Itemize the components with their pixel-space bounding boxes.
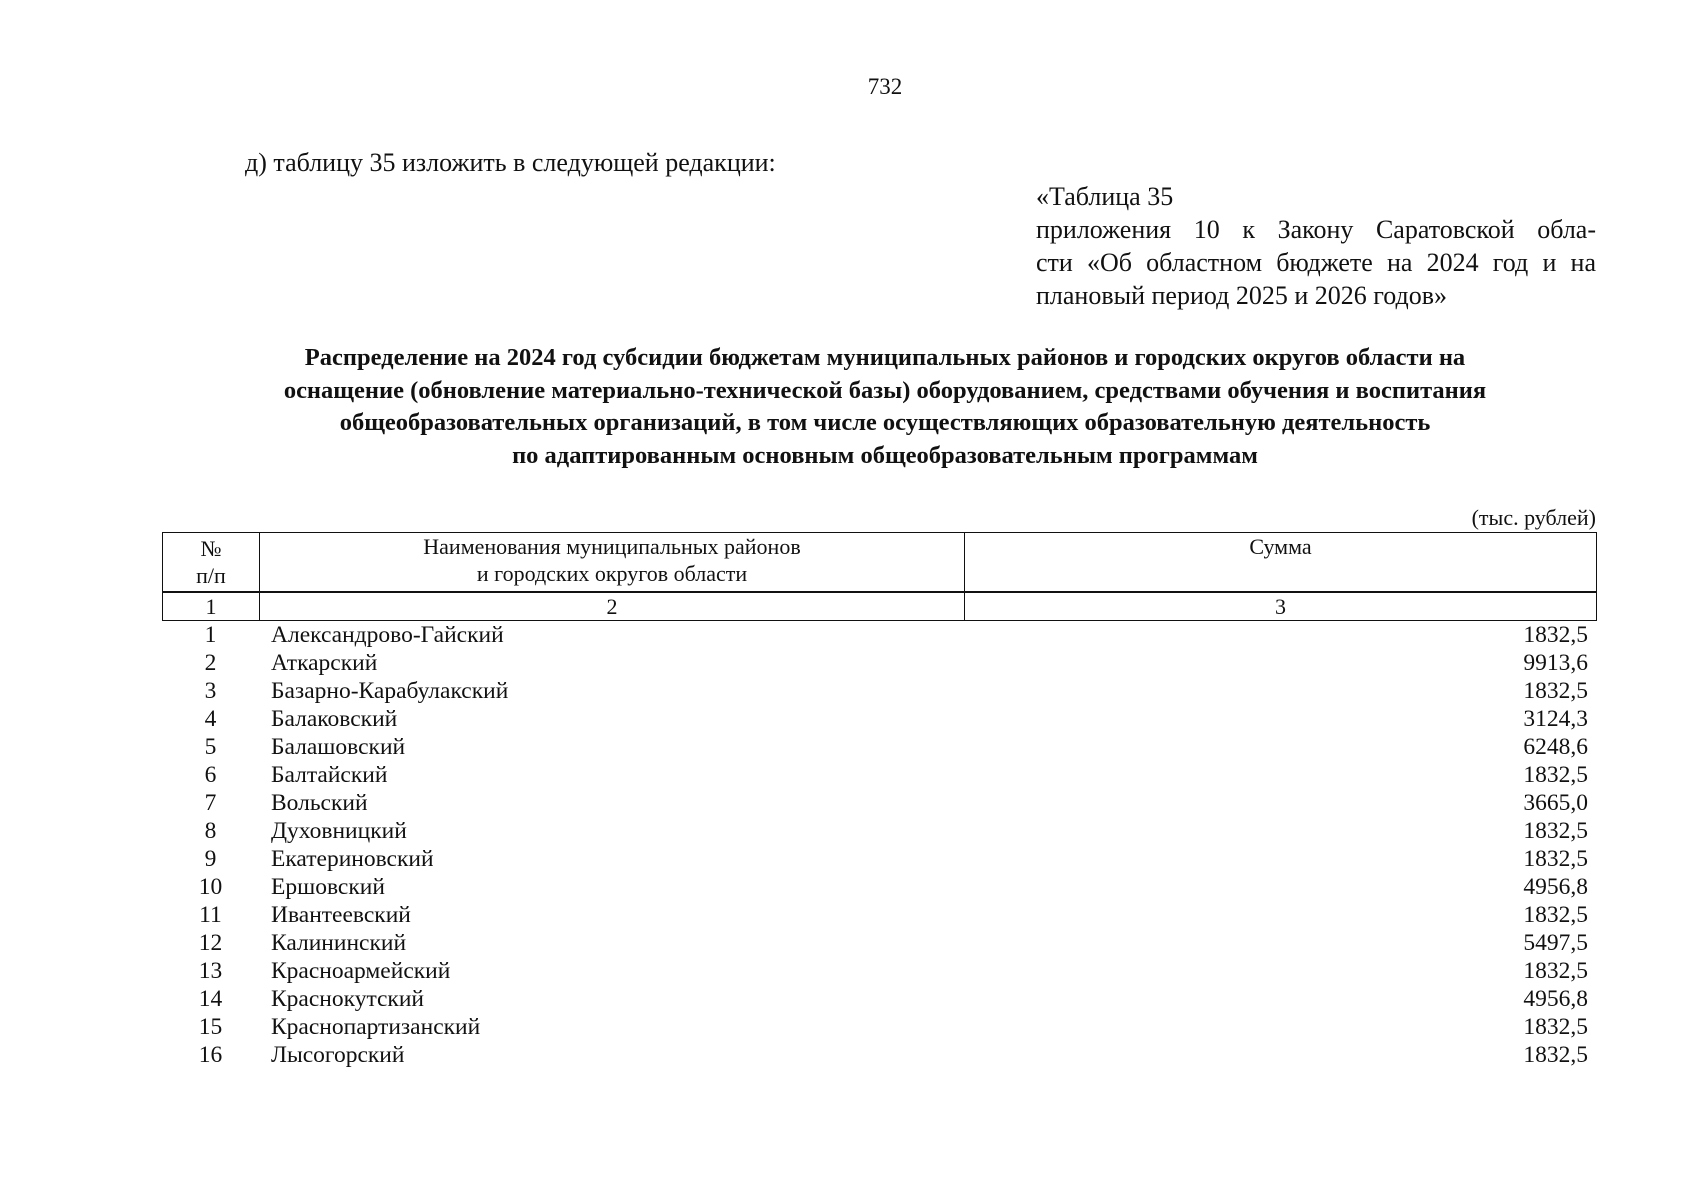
row-number: 13: [198, 958, 223, 984]
row-name: Балтайский: [271, 762, 388, 788]
row-name: Ивантеевский: [271, 902, 411, 928]
row-sum: 1832,5: [1523, 958, 1588, 984]
intro-text: д) таблицу 35 изложить в следующей редакции:: [245, 148, 776, 177]
row-number: 12: [198, 930, 223, 956]
row-number: 5: [204, 734, 217, 760]
column-number-1: 1: [163, 593, 260, 621]
annex-line-3: сти «Об областном бюджете на 2024 год и на: [1036, 248, 1596, 277]
row-name: Духовницкий: [271, 818, 407, 844]
row-number: 15: [198, 1014, 223, 1040]
row-sum: 1832,5: [1523, 818, 1588, 844]
header-number-line-2: п/п: [196, 563, 226, 588]
page-number: 732: [867, 74, 903, 99]
table-row: [162, 901, 1596, 929]
row-number: 9: [204, 846, 217, 872]
row-sum: 1832,5: [1523, 1014, 1588, 1040]
row-number: 2: [204, 650, 217, 676]
title-line-4: по адаптированным основным общеобразовательным программам: [512, 441, 1258, 469]
row-name: Ершовский: [271, 874, 385, 900]
header-row: [163, 533, 1597, 592]
row-name: Балаковский: [271, 706, 398, 732]
table-row: [162, 677, 1596, 705]
column-numbers-row: [162, 592, 1597, 621]
row-name: Александрово-Гайский: [271, 622, 504, 648]
title-line-1: Распределение на 2024 год субсидии бюджетам муниципальных районов и городских округов области на: [304, 344, 1466, 371]
row-name: Екатериновский: [271, 846, 434, 872]
row-number: 14: [198, 986, 223, 1012]
row-sum: 4956,8: [1523, 986, 1588, 1012]
row-number: 16: [198, 1042, 223, 1068]
row-sum: 9913,6: [1523, 650, 1588, 676]
header-number-line-1: №: [200, 536, 222, 561]
row-sum: 5497,5: [1523, 930, 1588, 956]
row-sum: 1832,5: [1523, 678, 1588, 704]
row-sum: 3665,0: [1523, 790, 1588, 816]
header-number: [163, 533, 260, 592]
header-name: [260, 533, 965, 592]
title-line-3: общеобразовательных организаций, в том числе осуществляющих образовательную деятельность: [339, 409, 1431, 436]
row-sum: 1832,5: [1523, 1042, 1588, 1068]
table-row: [162, 621, 1596, 649]
row-number: 7: [204, 790, 217, 816]
row-name: Краснокутский: [271, 986, 425, 1012]
row-name: Лысогорский: [271, 1042, 405, 1068]
annex-reference: [1036, 180, 1596, 312]
data-table-body: [162, 621, 1596, 1069]
table-row: [162, 705, 1596, 733]
table-row: [162, 845, 1596, 873]
row-name: Балашовский: [271, 734, 406, 760]
row-name: Аткарский: [271, 650, 378, 676]
row-number: 3: [204, 678, 217, 704]
table-row: [162, 873, 1596, 901]
column-number-3: 3: [965, 593, 1597, 621]
units-label: (тыс. рублей): [1471, 505, 1596, 530]
table-row: [162, 789, 1596, 817]
row-sum: 1832,5: [1523, 762, 1588, 788]
header-sum: Сумма: [965, 533, 1597, 592]
row-name: Калининский: [271, 930, 407, 956]
row-sum: 1832,5: [1523, 902, 1588, 928]
row-number: 1: [204, 622, 217, 648]
table-row: [162, 649, 1596, 677]
header-name-line-2: и городских округов области: [476, 561, 748, 586]
row-sum: 4956,8: [1523, 874, 1588, 900]
row-number: 4: [204, 706, 217, 732]
row-name: Базарно-Карабулакский: [271, 678, 509, 704]
table-row: [162, 929, 1596, 957]
document-title: [160, 342, 1610, 472]
table-header: [162, 532, 1597, 592]
row-sum: 1832,5: [1523, 846, 1588, 872]
table-row: [162, 1013, 1596, 1041]
table-row: [162, 733, 1596, 761]
row-number: 11: [199, 902, 222, 928]
title-line-2: оснащение (обновление материально-технической базы) оборудованием, средствами обучения и воспитания: [283, 376, 1487, 404]
table-row: [162, 761, 1596, 789]
row-number: 8: [204, 818, 217, 844]
column-number-2: 2: [260, 593, 965, 621]
row-number: 6: [204, 762, 217, 788]
table-row: [162, 985, 1596, 1013]
table-row: [162, 1041, 1596, 1069]
row-name: Вольский: [271, 790, 368, 816]
row-number: 10: [198, 874, 223, 900]
row-name: Краснопартизанский: [271, 1014, 481, 1040]
header-name-line-1: Наименования муниципальных районов: [423, 534, 801, 559]
row-sum: 1832,5: [1523, 622, 1588, 648]
column-numbers: [163, 593, 1597, 621]
table-row: [162, 957, 1596, 985]
annex-line-4: плановый период 2025 и 2026 годов»: [1036, 281, 1448, 310]
row-name: Красноармейский: [271, 958, 451, 984]
table-row: [162, 817, 1596, 845]
row-sum: 6248,6: [1523, 734, 1588, 760]
data-table: [162, 621, 1596, 1069]
row-sum: 3124,3: [1523, 706, 1588, 732]
annex-line-1: «Таблица 35: [1036, 182, 1174, 211]
annex-line-2: приложения 10 к Закону Саратовской обла-: [1036, 215, 1596, 244]
